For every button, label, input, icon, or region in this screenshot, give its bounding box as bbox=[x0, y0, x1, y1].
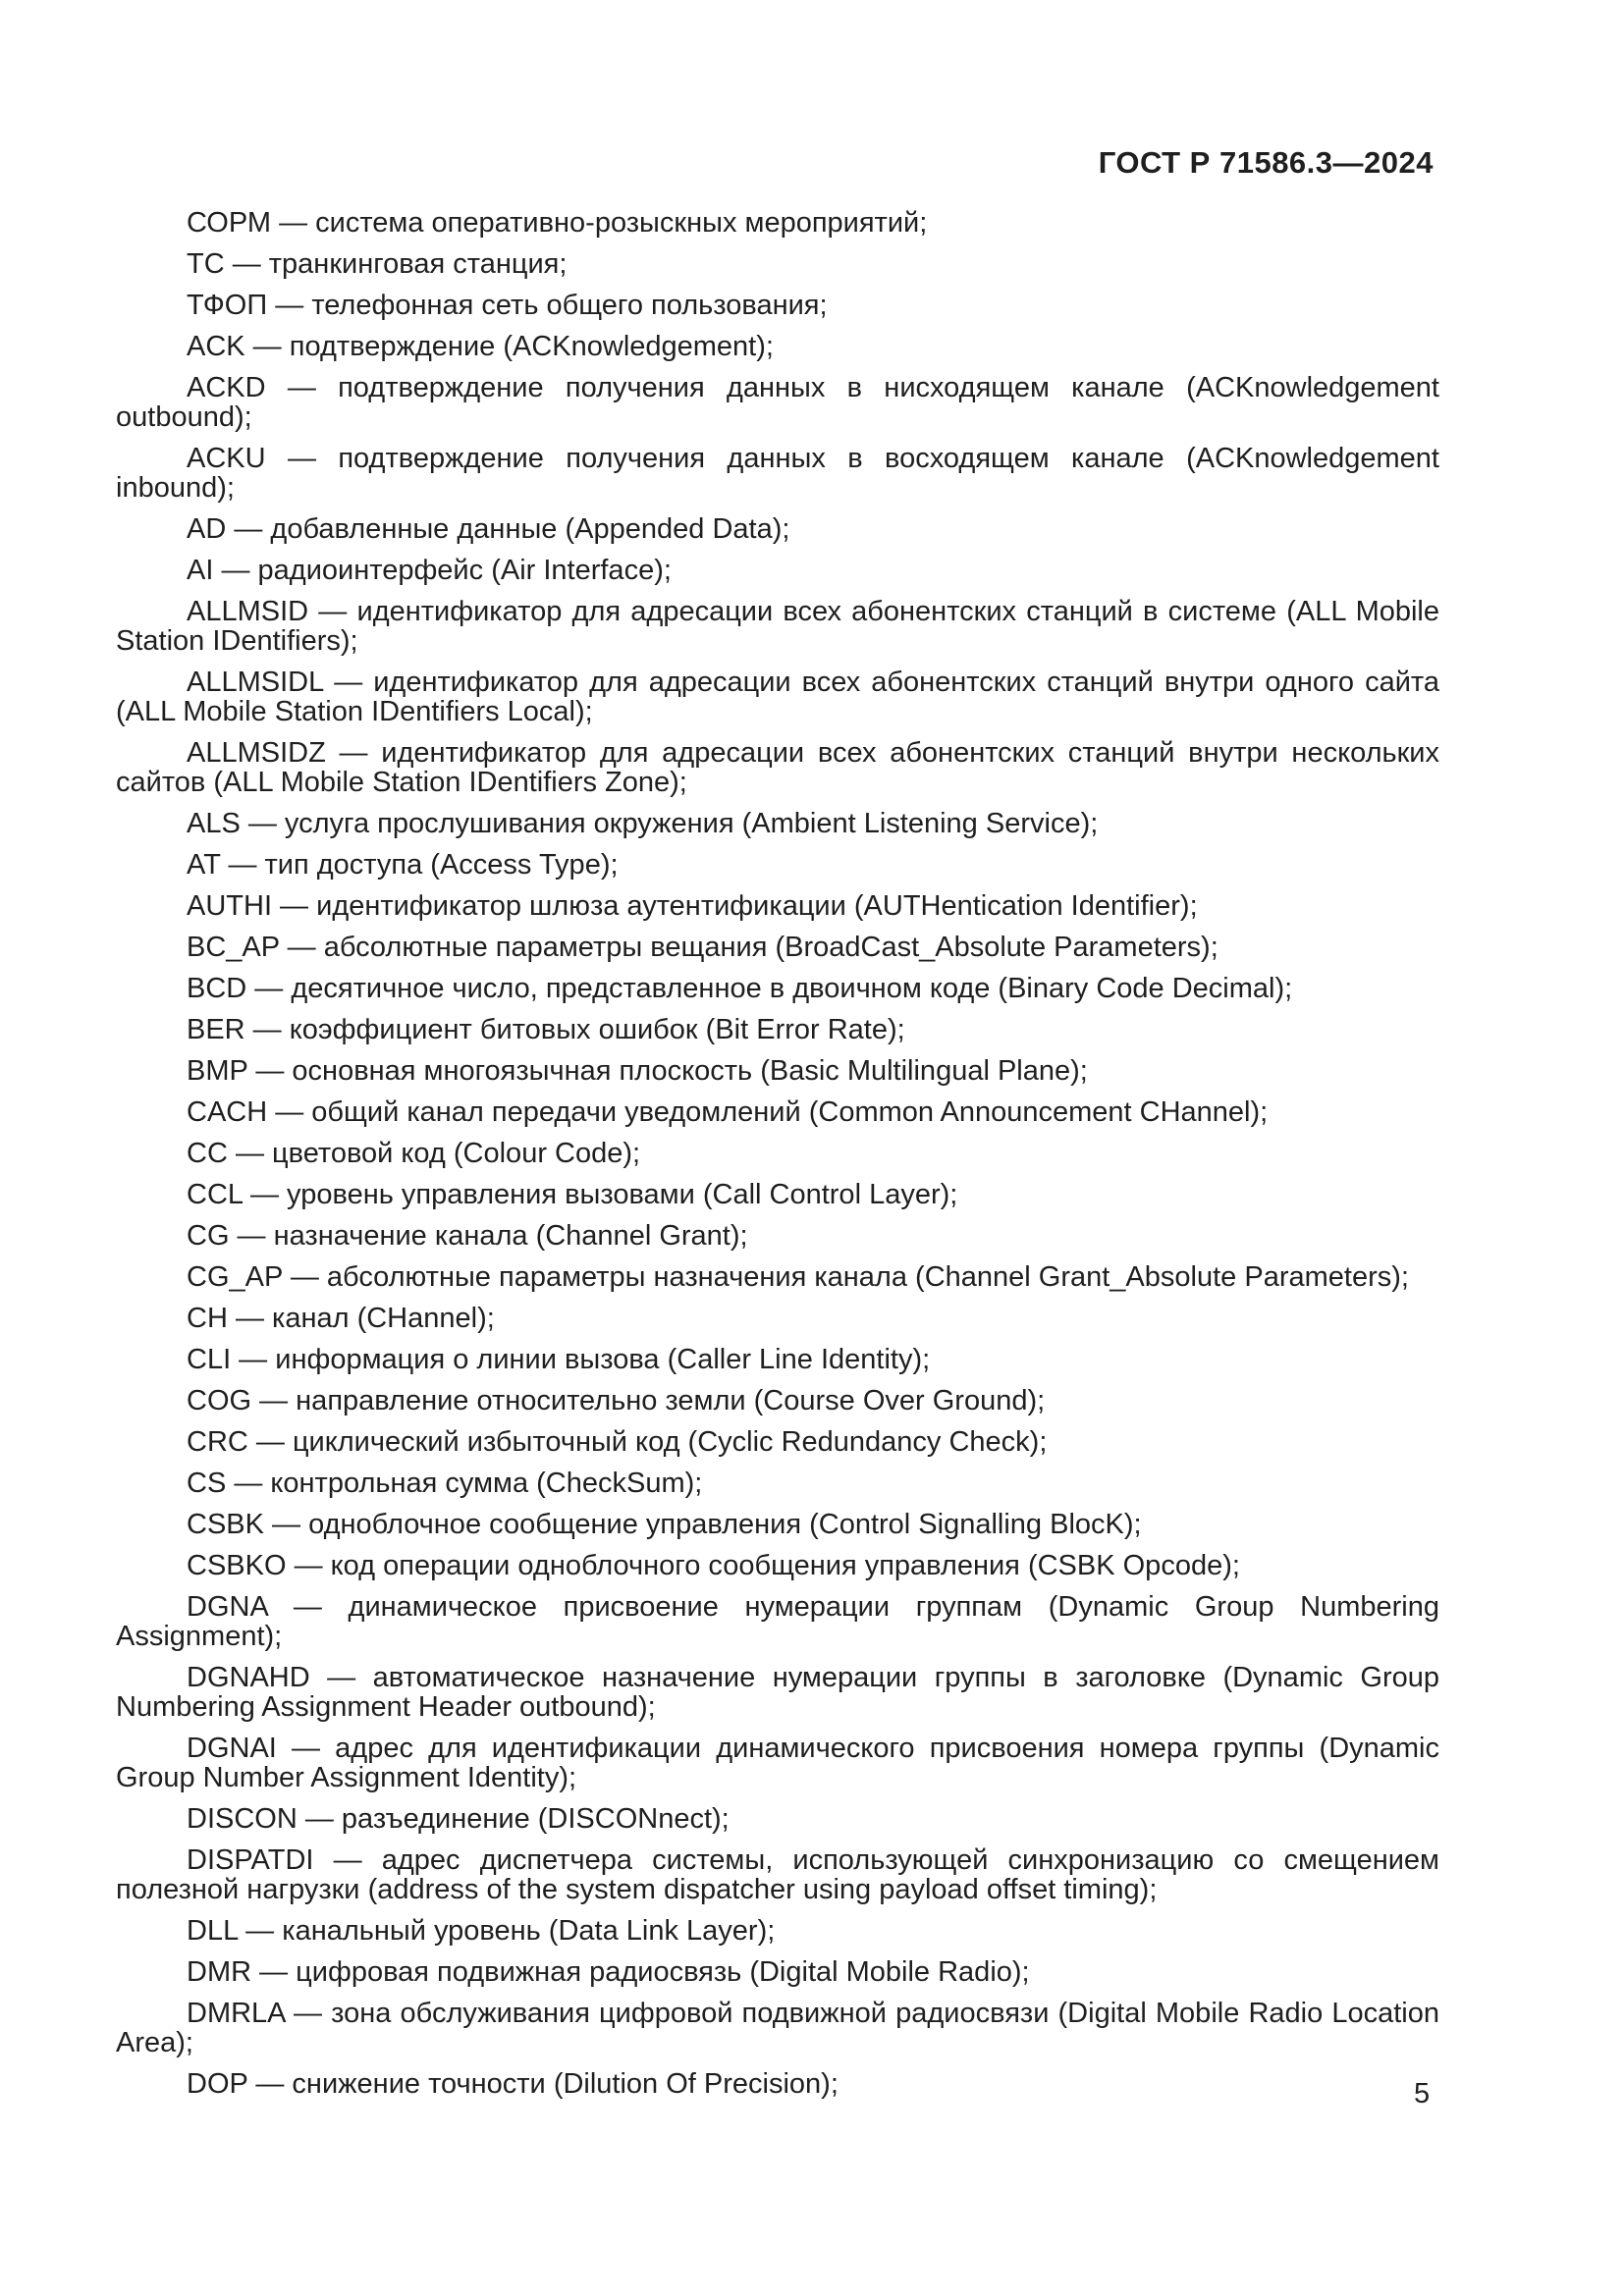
abbreviation-entry: DGNA — динамическое присвоение нумерации группам (Dynamic Group Numbering Assignment); bbox=[116, 1591, 1439, 1652]
abbreviation-entry: BMP — основная многоязычная плоскость (Basic Multilingual Plane); bbox=[187, 1055, 1088, 1087]
abbreviation-entry: CG — назначение канала (Channel Grant); bbox=[187, 1220, 748, 1252]
abbreviation-entry: CRC — циклический избыточный код (Cyclic Redundancy Check); bbox=[187, 1426, 1048, 1458]
abbreviation-entry: CCL — уровень управления вызовами (Call Control Layer); bbox=[187, 1179, 958, 1210]
abbreviation-entry: ALLMSIDZ — идентификатор для адресации всех абонентских станций внутри нескольких сайтов (ALL Mobile Station IDentifiers Zone); bbox=[116, 737, 1439, 798]
abbreviation-entry: DMRLA — зона обслуживания цифровой подвижной радиосвязи (Digital Mobile Radio Location Area); bbox=[116, 1998, 1439, 2058]
abbreviation-entry: ALLMSID — идентификатор для адресации всех абонентских станций в системе (ALL Mobile Station IDentifiers); bbox=[116, 596, 1439, 657]
abbreviation-entry: CSBKO — код операции одноблочного сообщения управления (CSBK Opcode); bbox=[187, 1550, 1240, 1581]
abbreviation-entry: CLI — информация о линии вызова (Caller Line Identity); bbox=[187, 1344, 931, 1375]
abbreviation-entry: AUTHI — идентификатор шлюза аутентификации (AUTHentication Identifier); bbox=[187, 890, 1198, 922]
abbreviation-entry: ACKU — подтверждение получения данных в восходящем канале (ACKnowledgement inbound); bbox=[116, 443, 1439, 504]
document-code-header: ГОСТ Р 71586.3—2024 bbox=[1098, 145, 1434, 180]
abbreviation-entry: CSBK — одноблочное сообщение управления (Control Signalling BlocK); bbox=[187, 1509, 1142, 1540]
abbreviation-entry: COG — направление относительно земли (Course Over Ground); bbox=[187, 1385, 1046, 1416]
abbreviation-entry: CG_AP — абсолютные параметры назначения канала (Channel Grant_Absolute Parameters); bbox=[187, 1261, 1409, 1293]
abbreviation-entry: ACK — подтверждение (ACKnowledgement); bbox=[187, 331, 774, 362]
abbreviation-entry: СОРМ — система оперативно-розыскных мероприятий; bbox=[187, 207, 928, 239]
abbreviation-entry: ТС — транкинговая станция; bbox=[187, 248, 568, 280]
abbreviation-entry: AI — радиоинтерфейс (Air Interface); bbox=[187, 555, 672, 586]
abbreviation-entry: BER — коэффициент битовых ошибок (Bit Error Rate); bbox=[187, 1014, 905, 1045]
abbreviation-entry: CS — контрольная сумма (CheckSum); bbox=[187, 1468, 703, 1499]
abbreviations-list bbox=[116, 208, 1439, 2110]
abbreviation-entry: DGNAHD — автоматическое назначение нумерации группы в заголовке (Dynamic Group Numbering Assignment Header outbound); bbox=[116, 1662, 1439, 1723]
abbreviation-entry: ALLMSIDL — идентификатор для адресации всех абонентских станций внутри одного сайта (ALL Mobile Station IDentifiers Local); bbox=[116, 667, 1439, 727]
abbreviation-entry: ACKD — подтверждение получения данных в нисходящем канале (ACKnowledgement outbound); bbox=[116, 372, 1439, 433]
abbreviation-entry: AT — тип доступа (Access Type); bbox=[187, 849, 619, 881]
abbreviation-entry: DOP — снижение точности (Dilution Of Precision); bbox=[187, 2068, 839, 2100]
abbreviation-entry: BC_AP — абсолютные параметры вещания (BroadCast_Absolute Parameters); bbox=[187, 932, 1218, 963]
abbreviation-entry: CC — цветовой код (Colour Code); bbox=[187, 1138, 641, 1169]
abbreviation-entry: DISCON — разъединение (DISCONnect); bbox=[187, 1803, 730, 1835]
abbreviation-entry: AD — добавленные данные (Appended Data); bbox=[187, 513, 790, 545]
abbreviation-entry: DISPATDI — адрес диспетчера системы, использующей синхронизацию со смещением полезной нагрузки (address of the system dispatcher using payload offset timing); bbox=[116, 1844, 1439, 1905]
page-number: 5 bbox=[1414, 2078, 1431, 2109]
abbreviation-entry: CACH — общий канал передачи уведомлений (Common Announcement CHannel); bbox=[187, 1096, 1269, 1128]
abbreviation-entry: ALS — услуга прослушивания окружения (Ambient Listening Service); bbox=[187, 808, 1099, 839]
abbreviation-entry: CH — канал (CHannel); bbox=[187, 1303, 495, 1334]
abbreviation-entry: DLL — канальный уровень (Data Link Layer); bbox=[187, 1915, 776, 1947]
abbreviation-entry: ТФОП — телефонная сеть общего пользования; bbox=[187, 290, 828, 321]
abbreviation-entry: BCD — десятичное число, представленное в двоичном коде (Binary Code Decimal); bbox=[187, 973, 1293, 1004]
abbreviation-entry: DGNAI — адрес для идентификации динамического присвоения номера группы (Dynamic Group Number Assignment Identity); bbox=[116, 1733, 1439, 1793]
abbreviation-entry: DMR — цифровая подвижная радиосвязь (Digital Mobile Radio); bbox=[187, 1956, 1030, 1988]
